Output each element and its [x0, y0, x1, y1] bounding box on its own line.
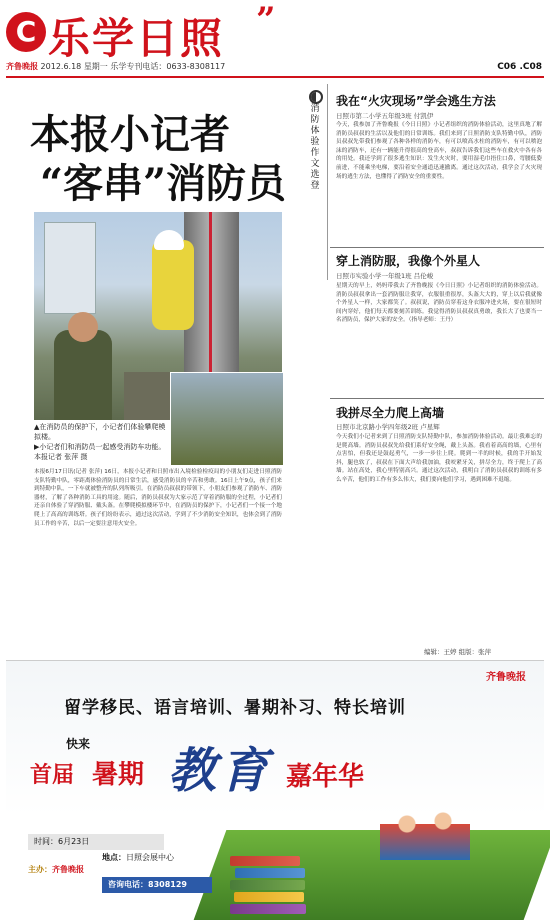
photo-building: [44, 222, 96, 314]
strip-char: 选: [310, 170, 320, 180]
caption-credit: 本报记者 张萍 摄: [34, 453, 88, 461]
ad-time: [28, 834, 164, 850]
ad-place-label: 地点：: [102, 853, 126, 862]
ad-book-stack: [230, 856, 310, 916]
ad-phone-value: 8308129: [148, 880, 187, 889]
article3-body: 今天我们小记者来到了日照消防支队特勤中队，参加消防体验活动。最让我难忘的是爬高墙。消防员叔叔先给我们系好安全绳，戴上头盔。我看着高高的墙，心里有点害怕，但我还是鼓起勇气，一步一步往上爬。爬到一半的时候，我的手开始发抖，腿也软了，叔叔在下面大声给我加油，我咬紧牙关，拼尽全力，终于爬上了高墙。站在高处，我心里特别高兴。通过这次活动，我明白了消防员叔叔的训练有多么辛苦，他们的工作有多么伟大，我们要向他们学习，遇到困难不退缩。: [336, 434, 542, 483]
caption-line2: ▶小记者们和消防员一起感受消防车功能。: [34, 443, 166, 451]
section-phone: 乐学专刊电话：0633-8308117: [110, 62, 226, 71]
issue-date: 2012.6.18: [40, 62, 82, 71]
strip-char: 文: [310, 159, 320, 169]
article-divider: [330, 398, 544, 399]
photo-firefighter-face: [68, 312, 98, 342]
half-circle-icon: [309, 90, 323, 104]
ad-tagline: 留学移民、语言培训、暑期补习、特长培训: [64, 698, 406, 718]
article2-byline: 日照市实验小学一年级1班 吕伦峻: [336, 272, 434, 280]
article3-title: 我拼尽全力爬上高墙: [336, 406, 445, 420]
strip-char: 消: [310, 104, 320, 114]
ad-come: 快来: [66, 737, 91, 751]
ad-host: [28, 864, 84, 875]
title-quote-mark: ”: [256, 0, 276, 40]
ad-place: [102, 852, 174, 863]
photo-caption: [34, 422, 170, 462]
weekday: 星期一: [83, 62, 108, 71]
masthead-rule: [6, 76, 544, 78]
ad-time-label: 时间：: [34, 837, 58, 846]
ad-time-value: 6月23日: [58, 837, 90, 846]
ad-place-value: 日照会展中心: [126, 853, 174, 862]
lead-headline-line2: “客串”消防员: [40, 160, 287, 207]
ad-phone: [102, 877, 212, 893]
article1-byline: 日照市第二小学五年级3班 付凯伊: [336, 112, 434, 120]
ad-host-label: 主办：: [28, 865, 52, 874]
ad-first: 首届: [30, 763, 75, 788]
ad-summer: 暑期: [92, 760, 145, 790]
publication-name: 齐鲁晚报: [6, 62, 38, 71]
photo-helmet: [154, 230, 184, 250]
ad-carnival: 嘉年华: [286, 762, 365, 792]
editor-credits: 编辑：王婷 组版：张萍: [424, 648, 492, 656]
lead-headline-line1: 本报小记者: [30, 111, 230, 158]
ad-children-illustration: [380, 800, 470, 860]
article2-title: 穿上消防服，我像个外星人: [336, 254, 481, 268]
dateline: [6, 61, 544, 75]
photo-firefighter: [54, 330, 112, 420]
brand-logo: C: [6, 12, 46, 52]
strip-char: 作: [310, 148, 320, 158]
photo-child-climber: [152, 240, 194, 330]
inset-photo: [170, 372, 284, 466]
strip-char: 防: [310, 115, 320, 125]
ad-phone-label: 咨询电话：: [108, 880, 148, 889]
caption-line1: ▲在消防员的保护下，小记者们体验攀爬模拟楼。: [34, 423, 166, 441]
strip-char: 体: [310, 126, 320, 136]
article3-byline: 日照市北京路小学四年级2班 卢星辉: [336, 423, 440, 431]
page-code: C06 .C08: [497, 62, 542, 72]
ad-education: 教育: [168, 743, 273, 799]
ad-host-value: 齐鲁晚报: [52, 865, 84, 874]
article2-body: 星期天的早上，妈妈带我去了齐鲁晚报《今日日照》小记者组织的消防体验活动。消防员叔叔拿出一套消防服让我穿，衣服很重很厚，头盔大大的，穿上以后我就像个外星人一样，大家都笑了。叔叔说，消防员穿着这身衣服冲进火场，要在很短时间内穿好，他们每天都要刻苦训练。我觉得消防员叔叔真勇敢，我长大了也要当一名消防员，保护大家的安全。（指导老师：王丹）: [336, 283, 542, 324]
page-title: 乐学日照: [48, 14, 225, 63]
article1-title: 我在“火灾现场”学会逃生方法: [336, 94, 496, 108]
strip-char: 验: [310, 137, 320, 147]
feature-strip-label: [308, 104, 322, 192]
strip-char: 登: [310, 181, 320, 191]
article-divider: [330, 247, 544, 248]
article1-body: 今天，我参加了齐鲁晚报《今日日照》小记者组织的消防体验活动，这里真地了解消防员叔叔的生活以及他们的日常训练。我们来到了日照消防支队特勤中队，消防员叔叔先带我们参观了各种各样的消防车，有可以喷高水柱的消防车，有可以喷泡沫的消防车，还有一辆能升得很高的登高车，叔叔告诉我们这些车在救火中各有各的用处。我还学到了很多逃生知识：发生火灾时，要用湿毛巾捂住口鼻，弯腰低姿前进，不能乘坐电梯，要沿着安全通道迅速撤离。通过这次活动，我学会了火灾现场的逃生方法，也懂得了消防安全的重要性。: [336, 122, 542, 180]
lead-body: 本报6月17日讯(记者 张萍) 16日，本报小记者和日照市出入境检验检疫局的小朋友们走进日照消防支队特勤中队，零距离体验消防员的日常生活，感受消防员的辛苦和勇敢。16日上午9点，孩子们来到特勤中队，一下车就被整齐的队列所吸引。在消防员叔叔的带领下，小朋友们参观了消防车、消防器材，了解了各种消防工具的用途。随后，消防员叔叔为大家示范了穿着消防服的全过程，小记者们还亲自体验了穿消防服、戴头盔。在攀爬模拟楼环节中，在消防员的保护下，小记者们一个接一个地爬上了高高的训练塔。孩子们纷纷表示，通过这次活动，学到了不少消防安全知识，也体会到了消防员工作的辛苦，以后一定要注意用火安全。: [34, 469, 282, 527]
ad-publication-logo: 齐鲁晚报: [486, 672, 526, 683]
